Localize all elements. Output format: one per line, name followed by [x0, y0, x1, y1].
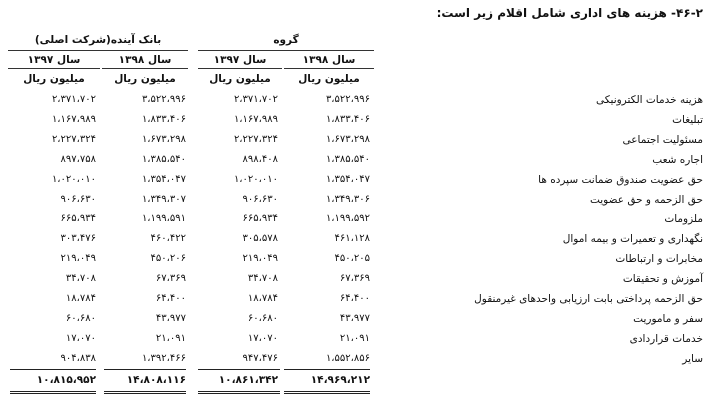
row-value: ۱،۶۷۳،۲۹۸ [325, 133, 370, 145]
row-value: ۱،۳۹۲،۴۶۶ [141, 352, 186, 364]
total-value: ۱۰،۸۶۱،۳۴۲ [218, 374, 278, 386]
row-value: ۱،۳۴۹،۳۰۷ [141, 193, 186, 205]
row-value: ۹۰۴،۸۳۸ [60, 352, 96, 364]
row-label: آموزش و تحقیقات [622, 273, 703, 286]
year-header-group-1397: سال ۱۳۹۷ [198, 52, 282, 69]
unit-label: میلیون ریال [114, 73, 176, 85]
row-value: ۱،۵۵۲،۸۵۶ [325, 352, 370, 364]
bank-header: بانک آینده(شرکت اصلی) [8, 30, 188, 51]
row-label: خدمات قراردادی [629, 332, 703, 345]
row-value: ۲۱،۰۹۱ [155, 332, 186, 344]
row-label: سفر و ماموریت [633, 312, 703, 325]
row-value: ۱۸،۷۸۴ [65, 293, 96, 304]
total-double-rule [284, 391, 370, 394]
table-row [0, 112, 715, 131]
row-label: اجاره شعب [652, 153, 703, 166]
row-value: ۹۰۶،۶۳۰ [60, 193, 96, 205]
row-value: ۱،۶۷۳،۲۹۸ [141, 133, 186, 145]
row-value: ۱،۱۹۹،۵۹۱ [141, 213, 186, 225]
row-value: ۳۰۵،۵۷۸ [242, 233, 278, 245]
table-row [0, 351, 715, 370]
row-value: ۴۶۰،۴۲۲ [150, 233, 186, 245]
row-value: ۶۶۵،۹۳۴ [60, 213, 96, 225]
row-value: ۱،۳۵۴،۰۴۷ [325, 173, 370, 185]
row-value: ۲۱۹،۰۴۹ [60, 253, 96, 265]
row-value: ۱۸،۷۸۴ [247, 293, 278, 304]
row-value: ۱،۱۶۷،۹۸۹ [51, 113, 96, 125]
row-value: ۱،۳۵۴،۰۴۷ [141, 173, 186, 185]
row-value: ۲،۳۷۱،۷۰۲ [51, 94, 96, 105]
totals-row [0, 374, 715, 390]
row-value: ۶۷،۳۶۹ [155, 273, 186, 285]
row-value: ۳۰۳،۴۷۶ [60, 233, 96, 245]
total-value: ۱۴،۹۶۹،۲۱۲ [310, 374, 370, 386]
total-double-rule [10, 391, 96, 394]
row-value: ۱،۳۴۹،۳۰۶ [325, 193, 370, 205]
table-row [0, 192, 715, 211]
table-row [0, 231, 715, 250]
unit-label: میلیون ریال [23, 73, 85, 85]
row-value: ۳۴،۷۰۸ [247, 273, 278, 285]
row-value: ۹۰۶،۶۳۰ [242, 193, 278, 205]
table-row [0, 251, 715, 270]
table-row [0, 291, 715, 310]
row-value: ۱،۸۳۳،۴۰۶ [141, 113, 186, 125]
year-header-bank-1398: سال ۱۳۹۸ [102, 52, 188, 69]
row-value: ۴۳،۹۷۷ [339, 312, 370, 324]
row-value: ۸۹۷،۷۵۸ [60, 153, 96, 165]
row-value: ۶۶۵،۹۳۴ [242, 213, 278, 225]
unit-label: میلیون ریال [298, 73, 360, 85]
table-row [0, 92, 715, 111]
row-value: ۴۳،۹۷۷ [155, 312, 186, 324]
row-value: ۱،۸۳۳،۴۰۶ [325, 113, 370, 125]
row-value: ۶۰،۶۸۰ [65, 312, 96, 324]
sum-rule [198, 369, 280, 370]
total-double-rule [198, 391, 280, 394]
row-value: ۱،۱۹۹،۵۹۲ [325, 213, 370, 225]
row-value: ۱۷،۰۷۰ [65, 332, 96, 344]
row-value: ۳،۵۲۲،۹۹۶ [325, 94, 370, 105]
section-heading: ۴۶-۲- هزینه های اداری شامل اقلام زیر است: [436, 6, 703, 20]
row-value: ۲،۲۲۷،۳۲۴ [233, 133, 278, 145]
sum-rule [104, 369, 186, 370]
row-value: ۲۱،۰۹۱ [339, 332, 370, 344]
row-value: ۶۰،۶۸۰ [247, 312, 278, 324]
table-row [0, 172, 715, 191]
row-value: ۶۷،۳۶۹ [339, 273, 370, 285]
row-value: ۱،۱۶۷،۹۸۹ [233, 113, 278, 125]
row-label: ملزومات [664, 213, 703, 226]
row-value: ۲۱۹،۰۴۹ [242, 253, 278, 265]
table-row [0, 152, 715, 171]
row-value: ۳۴،۷۰۸ [65, 273, 96, 285]
year-header-bank-1397: سال ۱۳۹۷ [8, 52, 100, 69]
row-value: ۱،۳۸۵،۵۴۰ [141, 153, 186, 165]
row-value: ۴۶۱،۱۲۸ [334, 233, 370, 245]
row-value: ۱،۰۲۰،۰۱۰ [51, 173, 96, 185]
row-value: ۴۵۰،۲۰۶ [150, 253, 186, 265]
total-value: ۱۰،۸۱۵،۹۵۲ [36, 374, 96, 386]
table-row [0, 331, 715, 350]
row-label: حق الزحمه و حق عضویت [589, 193, 703, 206]
sum-rule [284, 369, 370, 370]
row-label: تبلیغات [672, 113, 703, 126]
row-label: نگهداری و تعمیرات و بیمه اموال [562, 233, 703, 246]
table-row [0, 271, 715, 290]
unit-label: میلیون ریال [209, 73, 271, 85]
group-header: گروه [198, 30, 374, 51]
year-header-group-1398: سال ۱۳۹۸ [284, 52, 374, 69]
table-row [0, 211, 715, 230]
row-value: ۹۴۷،۴۷۶ [242, 352, 278, 364]
row-label: حق عضویت صندوق ضمانت سپرده ها [538, 173, 703, 186]
row-value: ۱،۳۸۵،۵۴۰ [325, 153, 370, 165]
row-value: ۸۹۸،۴۰۸ [242, 153, 278, 165]
sum-rule [10, 369, 96, 370]
total-double-rule [104, 391, 186, 394]
table-row [0, 311, 715, 330]
row-label: حق الزحمه پرداختی بابت ارزیابی واحدهای غیرمنقول [474, 293, 703, 305]
row-label: مسئولیت اجتماعی [622, 133, 703, 146]
row-value: ۴۵۰،۲۰۵ [334, 253, 370, 265]
row-value: ۲،۲۲۷،۳۲۴ [51, 133, 96, 145]
row-value: ۱،۰۲۰،۰۱۰ [233, 173, 278, 185]
table-row [0, 132, 715, 151]
row-value: ۶۴،۴۰۰ [339, 293, 370, 304]
row-value: ۲،۳۷۱،۷۰۲ [233, 94, 278, 105]
row-value: ۳،۵۲۲،۹۹۶ [141, 94, 186, 105]
row-label: هزینه خدمات الکترونیکی [595, 94, 703, 106]
row-value: ۱۷،۰۷۰ [247, 332, 278, 344]
row-label: سایر [682, 352, 703, 365]
row-label: مخابرات و ارتباطات [615, 253, 703, 266]
row-value: ۶۴،۴۰۰ [155, 293, 186, 304]
total-value: ۱۴،۸۰۸،۱۱۶ [126, 374, 186, 386]
